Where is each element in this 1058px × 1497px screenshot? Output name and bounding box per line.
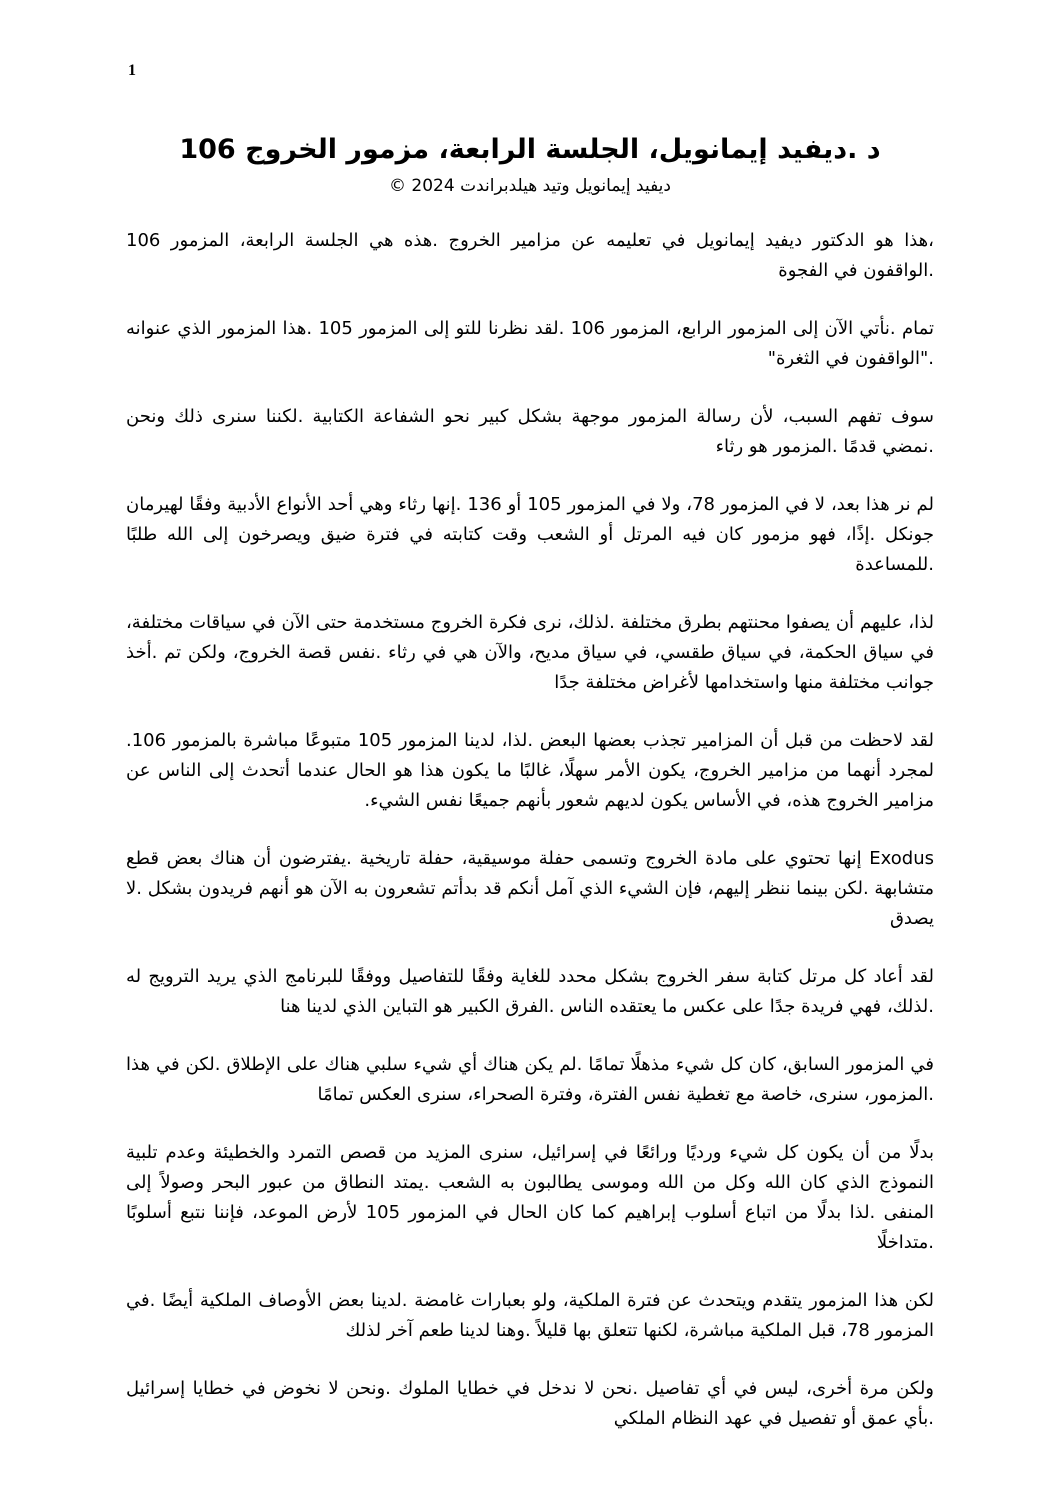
- paragraph-5: لذا، عليهم أن يصفوا محنتهم بطرق مختلفة .لذلك، نرى فكرة الخروج مستخدمة حتى الآن في سياقات مختلفة، في سياق الحكمة، في سياق طقسي، في سياق مديح، والآن هي في رثاء .نفس قصة الخروج، ولكن تم .أخذ جوانب مختلفة منها واستخدامها لأغراض مختلفة جدًا: [126, 612, 934, 693]
- paragraph-9: في المزمور السابق، كان كل شيء مذهلًا تمامًا .لم يكن هناك أي شيء سلبي هناك على الإطلاق .لكن في هذا .المزمور، سنرى، خاصة مع تغطية نفس الفترة، وفترة الصحراء، سنرى العكس تمامًا: [126, 1054, 934, 1105]
- paragraph-7: Exodus إنها تحتوي على مادة الخروج وتسمى حفلة موسيقية، حفلة تاريخية .يفترضون أن هناك بعض قطع متشابهة .لكن بينما ننظر إليهم، فإن الشيء الذي آمل أنكم قد بدأتم تشعرون به الآن هو أنهم فريدون بشكل .لا يصدق: [126, 848, 934, 929]
- document-title: د .ديفيد إيمانويل، الجلسة الرابعة، مزمور الخروج 106: [179, 134, 881, 165]
- document-subtitle: ديفيد إيمانويل وتيد هيلدبراندت 2024 ©: [389, 176, 671, 196]
- paragraph-1: ،هذا هو الدكتور ديفيد إيمانويل في تعليمه عن مزامير الخروج .هذه هي الجلسة الرابعة، المزمور 106 .الواقفون في الفجوة: [126, 230, 934, 281]
- document-body: [126, 226, 934, 1462]
- paragraph-11: لكن هذا المزمور يتقدم ويتحدث عن فترة الملكية، ولو بعبارات غامضة .لدينا بعض الأوصاف الملكية أيضًا .في المزمور 78، قبل الملكية مباشرة، لكنها تتعلق بها قليلاً .وهنا لدينا طعم آخر لذلك: [126, 1290, 934, 1341]
- paragraph-6: لقد لاحظت من قبل أن المزامير تجذب بعضها البعض .لذا، لدينا المزمور 105 متبوعًا مباشرة بالمزمور 106. لمجرد أنهما من مزامير الخروج، يكون الأمر سهلًا، غالبًا ما يكون هذا هو الحال عندما أتحدث إلى الناس عن مزامير الخروج هذه، في الأساس يكون لديهم شعور بأنهم جميعًا نفس الشيء.: [126, 730, 934, 811]
- paragraph-12: ولكن مرة أخرى، ليس في أي تفاصيل .نحن لا ندخل في خطايا الملوك .ونحن لا نخوض في خطايا إسرائيل .بأي عمق أو تفصيل في عهد النظام الملكي: [126, 1378, 934, 1429]
- paragraph-4: لم نر هذا بعد، لا في المزمور 78، ولا في المزمور 105 أو 136 .إنها رثاء وهي أحد الأنواع الأدبية وفقًا لهيرمان جونكل .إذًا، فهو مزمور كان فيه المرتل أو الشعب وقت كتابته في فترة ضيق ويصرخون إلى الله طلبًا .للمساعدة: [126, 494, 934, 575]
- paragraph-10: بدلًا من أن يكون كل شيء ورديًا ورائعًا في إسرائيل، سنرى المزيد من قصص التمرد والخطيئة وعدم تلبية النموذج الذي كان الله وكل من الله وموسى يطالبون به الشعب .يمتد النطاق من عبور البحر وصولاً إلى المنفى .لذا بدلًا من اتباع أسلوب إبراهيم كما كان الحال في المزمور 105 لأرض الموعد، فإننا نتبع أسلوبًا .متداخلًا: [126, 1142, 934, 1253]
- paragraph-3: سوف تفهم السبب، لأن رسالة المزمور موجهة بشكل كبير نحو الشفاعة الكتابية .لكننا سنرى ذلك ونحن .نمضي قدمًا .المزمور هو رثاء: [126, 406, 934, 457]
- page-number: 1: [128, 62, 136, 79]
- paragraph-2: تمام .نأتي الآن إلى المزمور الرابع، المزمور 106 .لقد نظرنا للتو إلى المزمور 105 .هذا المزمور الذي عنوانه ."الواقفون في الثغرة": [126, 318, 934, 369]
- paragraph-8: لقد أعاد كل مرتل كتابة سفر الخروج بشكل محدد للغاية وفقًا للتفاصيل ووفقًا للبرنامج الذي يريد الترويج له .لذلك، فهي فريدة جدًا على عكس ما يعتقده الناس .الفرق الكبير هو التباين الذي لدينا هنا: [126, 966, 934, 1017]
